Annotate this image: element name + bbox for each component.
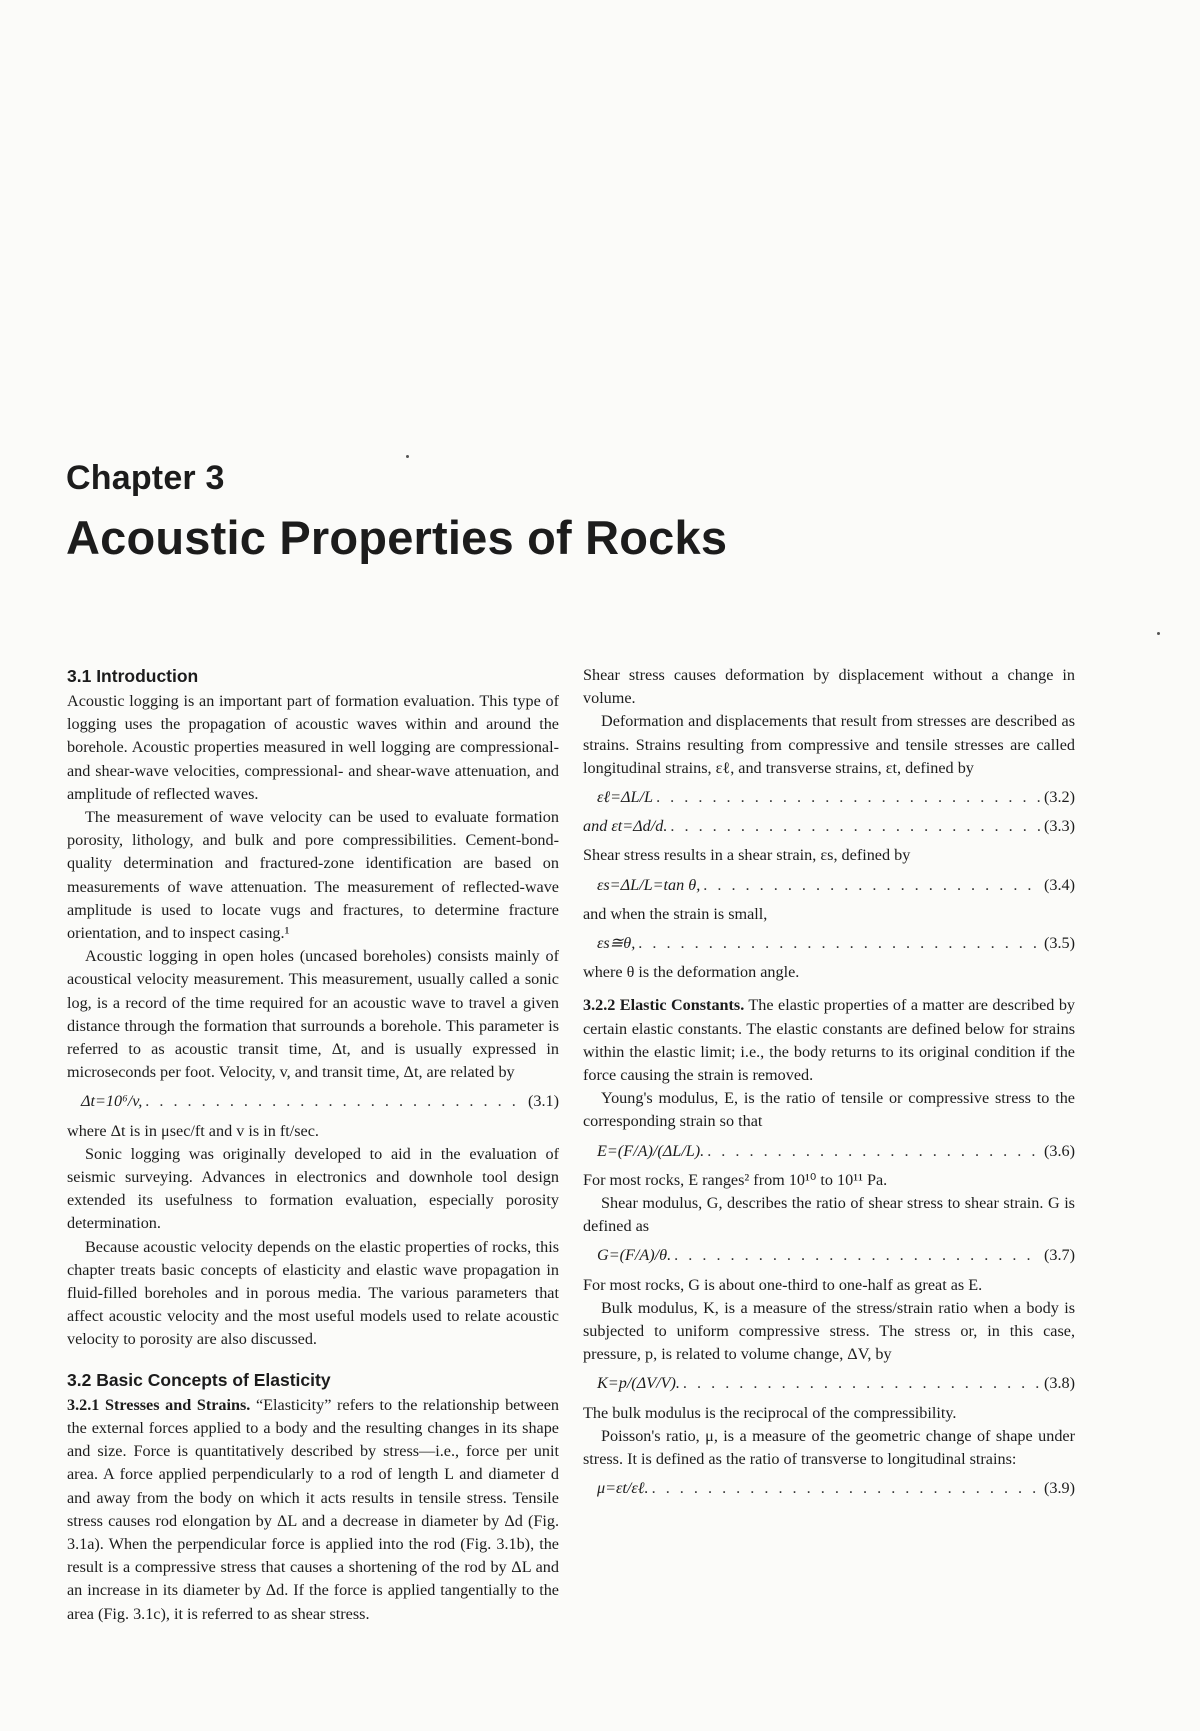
paragraph: Because acoustic velocity depends on the elastic properties of rocks, this chapter treats basic concepts of elasticity and elastic wave propagation in fluid-filled boreholes and in porous media. The various parameters that affect acoustic velocity and the most useful models used to relate acoustic velocity to porosity are also discussed. bbox=[67, 1237, 559, 1349]
paragraph: where θ is the deformation angle. bbox=[583, 963, 800, 982]
leader-dots bbox=[656, 786, 1041, 809]
paragraph: and when the strain is small, bbox=[583, 904, 768, 923]
paragraph-elastic-constants bbox=[583, 994, 1075, 1087]
equation-expression: Δt=10⁶/v, bbox=[81, 1092, 143, 1111]
equation-3-2 bbox=[583, 786, 1075, 809]
equation-3-3 bbox=[583, 815, 1075, 838]
leader-dots bbox=[707, 1140, 1041, 1163]
paragraph: Shear modulus, G, describes the ratio of shear stress to shear strain. G is defined as bbox=[583, 1194, 1075, 1236]
scan-speck bbox=[1157, 632, 1160, 635]
equation-number: (3.4) bbox=[1043, 875, 1075, 894]
equation-number: (3.2) bbox=[1043, 788, 1075, 807]
paragraph: Acoustic logging is an important part of formation evaluation. This type of logging uses the propagation of acoustic waves within and around the borehole. Acoustic properties measured in well logging are compressional- and shear-wave velocities, compressional- and shear-wave attenuation, and amplitude of reflected waves. bbox=[67, 692, 559, 803]
equation-expression: εℓ=ΔL/L bbox=[597, 788, 654, 807]
paragraph-text: The elastic properties of a matter are described by certain elastic constants. The elastic constants are defined below for strains within the elastic limit; i.e., the body returns to its original condition if the force causing the strain is removed. bbox=[583, 996, 1076, 1085]
paragraph: For most rocks, G is about one-third to one-half as great as E. bbox=[583, 1275, 983, 1294]
subsection-heading: 3.2.2 Elastic Constants. bbox=[583, 996, 745, 1015]
equation-3-4 bbox=[583, 874, 1075, 897]
paragraph: Young's modulus, E, is the ratio of tensile or compressive stress to the corresponding strain so that bbox=[583, 1089, 1075, 1131]
leader-dots bbox=[683, 1372, 1041, 1395]
equation-expression: and εt=Δd/d. bbox=[583, 817, 668, 836]
equation-3-1 bbox=[67, 1090, 559, 1113]
section-heading-introduction: 3.1 Introduction bbox=[67, 666, 199, 686]
equation-number: (3.6) bbox=[1043, 1141, 1075, 1160]
paragraph: Deformation and displacements that result from stresses are described as strains. Strains resulting from compressive and tensile stresses are called longitudinal strains, εℓ, and transverse strains, εt, defined by bbox=[583, 712, 1075, 777]
leader-dots bbox=[652, 1477, 1041, 1500]
paragraph-stresses-strains bbox=[67, 1394, 559, 1626]
subsection-heading: 3.2.1 Stresses and Strains. bbox=[67, 1395, 251, 1414]
equation-expression: μ=εt/εℓ. bbox=[597, 1479, 649, 1498]
leader-dots bbox=[638, 932, 1041, 955]
equation-number: (3.8) bbox=[1043, 1374, 1075, 1393]
paragraph: Acoustic logging in open holes (uncased boreholes) consists mainly of acoustical velocity measurement. This measurement, usually called a sonic log, is a record of the time required for an acoustic wave to travel a given distance through the formation that surrounds a borehole. This parameter is referred to as acoustic transit time, Δt, and is usually expressed in microseconds per foot. Velocity, v, and transit time, Δt, are related by bbox=[67, 947, 559, 1082]
paragraph: where Δt is in μsec/ft and v is in ft/sec. bbox=[67, 1121, 319, 1140]
paragraph-text: “Elasticity” refers to the relationship between the external forces applied to a body and the resulting changes in its shape and size. Force is quantitatively described by stress—i.e., force per unit area. A force applied perpendicularly to a rod of length L and diameter d and away from the body on which it acts results in tensile stress. Tensile stress causes rod elongation by ΔL and a decrease in diameter by Δd (Fig. 3.1a). When the perpendicular force is applied into the rod (Fig. 3.1b), the result is a compressive stress that causes a shortening of the rod by ΔL and an increase in its diameter by Δd. If the force is applied tangentially to the area (Fig. 3.1c), it is referred to as shear stress. bbox=[67, 1395, 559, 1623]
equation-expression: εs=ΔL/L=tan θ, bbox=[597, 875, 701, 894]
paragraph: Bulk modulus, K, is a measure of the stress/strain ratio when a body is subjected to uniform compressive stress. The stress or, in this case, pressure, p, is related to volume change, ΔV, by bbox=[583, 1298, 1075, 1364]
left-column bbox=[67, 664, 559, 1626]
right-column bbox=[583, 664, 1075, 1507]
leader-dots bbox=[703, 874, 1041, 897]
equation-3-6 bbox=[583, 1140, 1075, 1163]
equation-3-8 bbox=[583, 1372, 1075, 1395]
leader-dots bbox=[670, 815, 1041, 838]
chapter-title: Acoustic Properties of Rocks bbox=[66, 511, 728, 564]
equation-3-7 bbox=[583, 1244, 1075, 1267]
paragraph: Sonic logging was originally developed to aid in the evaluation of seismic surveying. Advances in electronics and downhole tool design extended its usefulness to formation evaluation, especially porosity determination. bbox=[67, 1144, 559, 1233]
equation-number: (3.7) bbox=[1043, 1246, 1075, 1265]
paragraph: The measurement of wave velocity can be used to evaluate formation porosity, lithology, and bulk and pore compressibilities. Cement-bond-quality determination and fractured-zone identification are based on measurements of wave attenuation. The measurement of reflected-wave amplitude is used to locate vugs and fractures, to determine fracture orientation, and to inspect casing.¹ bbox=[67, 808, 559, 943]
equation-number: (3.5) bbox=[1043, 934, 1075, 953]
leader-dots bbox=[145, 1090, 525, 1113]
equation-expression: E=(F/A)/(ΔL/L). bbox=[597, 1141, 705, 1160]
paragraph: Shear stress results in a shear strain, εs, defined by bbox=[583, 846, 911, 865]
equation-3-9 bbox=[583, 1477, 1075, 1500]
scan-speck bbox=[406, 455, 409, 458]
paragraph: Shear stress causes deformation by displacement without a change in volume. bbox=[583, 666, 1075, 708]
paragraph: Poisson's ratio, μ, is a measure of the geometric change of shape under stress. It is defined as the ratio of transverse to longitudinal strains: bbox=[583, 1426, 1075, 1469]
section-heading-elasticity: 3.2 Basic Concepts of Elasticity bbox=[67, 1369, 331, 1390]
equation-number: (3.3) bbox=[1043, 817, 1075, 836]
equation-number: (3.1) bbox=[527, 1092, 559, 1111]
paragraph: The bulk modulus is the reciprocal of the compressibility. bbox=[583, 1403, 957, 1422]
chapter-label: Chapter 3 bbox=[66, 459, 225, 497]
paragraph: For most rocks, E ranges² from 10¹⁰ to 10¹¹ Pa. bbox=[583, 1170, 888, 1189]
equation-3-5 bbox=[583, 932, 1075, 955]
leader-dots bbox=[674, 1244, 1041, 1267]
equation-expression: εs≅θ, bbox=[597, 934, 636, 953]
equation-expression: G=(F/A)/θ. bbox=[597, 1246, 672, 1265]
equation-number: (3.9) bbox=[1043, 1479, 1075, 1498]
equation-expression: K=p/(ΔV/V). bbox=[597, 1374, 680, 1393]
